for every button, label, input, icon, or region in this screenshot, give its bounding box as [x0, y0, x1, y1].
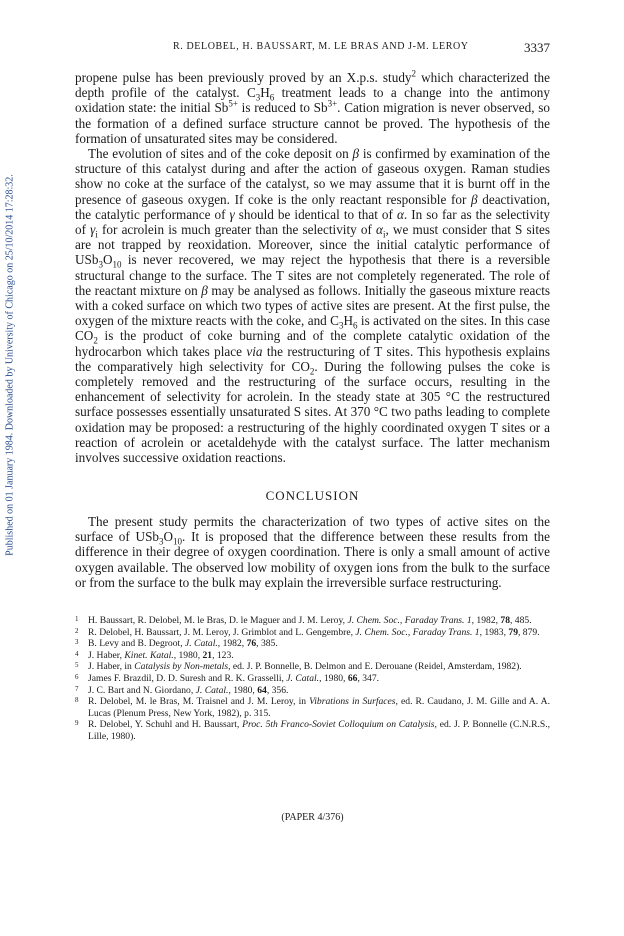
greek-symbol: γ [90, 222, 96, 238]
text-run: the restructuring of T sites. This hypothesis explains the comparatively high selectivity for CO [75, 343, 550, 374]
reference-item [75, 615, 550, 627]
text-run: for acrolein is much greater than the selectivity of [97, 222, 377, 238]
ref-year: , 1982, [471, 615, 501, 626]
ref-authors: R. Delobel, H. Baussart, J. M. Leroy, J. Grimblot and L. Gengembre, [88, 626, 356, 638]
ref-volume: 66 [347, 672, 358, 684]
text-run: O [163, 529, 174, 545]
ref-year: , 1982, [217, 638, 247, 650]
greek-symbol: α [376, 222, 383, 238]
ref-journal: J. Catal. [185, 638, 218, 650]
text-run: may be analysed as follows. Initially the gaseous mixture reacts with a coked surface on which two types of active sites are present. At the first pulse, the oxygen of the mixture reacts with the coke, and C [75, 282, 551, 329]
ref-pages: , 485. [510, 615, 532, 626]
text-run: . Cation migration is never observed, so the formation of a defined surface structure cannot be proved. The hypothesis of the formation of unsaturated sites may be considered. [75, 100, 550, 146]
ref-details: , ed. R. Caudano, J. M. Gille and A. A. Lucas (Plenum Press, New York, 1982), p. 315. [88, 696, 550, 719]
subscript: 2 [93, 336, 98, 347]
superscript: 3+ [327, 99, 338, 110]
download-watermark [1, 150, 19, 580]
text-run: is activated on the sites. In this case CO [75, 313, 550, 344]
reference-number: 9 [75, 719, 79, 728]
greek-symbol: β [352, 146, 360, 162]
text-run: H [260, 85, 270, 101]
text-run: treatment leads to a change into the antimony oxidation state: the initial Sb [75, 85, 550, 116]
subscript: 3 [338, 320, 344, 331]
running-head: R. DELOBEL, H. BAUSSART, M. LE BRAS AND J-M. LEROY [173, 41, 469, 52]
reference-number: 3 [75, 638, 79, 647]
reference-item [75, 685, 550, 697]
reference-item [75, 627, 550, 639]
ref-year: , 1980, [173, 649, 203, 661]
text-run: , we must consider that S sites are not trapped by reoxidation. Moreover, since the initial catalytic performance of USb [75, 222, 550, 268]
text-run: The present study permits the characterization of two types of active sites on the surface of USb [75, 514, 550, 545]
ref-authors: J. C. Bart and N. Giordano, [88, 684, 196, 696]
ref-pages: , 123. [212, 649, 234, 661]
reference-number: 5 [75, 661, 79, 670]
paragraph-1 [75, 70, 550, 146]
ref-journal: Catalysis by Non-metals [134, 661, 229, 673]
subscript: i [382, 229, 386, 240]
reference-number: 6 [75, 672, 79, 681]
reference-number: 2 [75, 626, 79, 635]
ref-journal: Vibrations in Surfaces [309, 696, 396, 708]
ref-journal: J. Chem. Soc., Faraday Trans. 1 [347, 615, 472, 626]
page-header [75, 41, 550, 55]
superscript: 5+ [228, 99, 238, 110]
greek-symbol: α [396, 206, 404, 222]
greek-symbol: β [471, 191, 478, 207]
ref-authors: B. Levy and B. Degroot, [88, 638, 185, 650]
ref-authors: H. Baussart, R. Delobel, M. le Bras, D. le Maguer and J. M. Leroy, [88, 615, 348, 626]
text-run: . During the following pulses the coke is completely removed and the restructuring of the surface occurs, resulting in the enhancement of selectivity for acrolein. In the steady state at 305 °C the restructured surface possesses essentially unsaturated S sites. At 370 °C two paths leading to complete oxidation may be proposed: a restructuring of the highly coordinated oxygen T sites or a reaction of acrolein or acetaldehyde with the catalyst surface. The latter mechanism involves successive oxidation reactions. [75, 358, 550, 466]
text-run: The evolution of sites and of the coke deposit on [88, 146, 353, 162]
text-run: . It is proposed that the difference between these results from the difference in their degree of oxygen coordination. There is only a small amount of active oxygen available. The observed low mobility of oxygen ions from the bulk to the surface or from the surface to the bulk may explain the irreversible surface restructuring. [75, 529, 550, 590]
subscript: 10 [173, 536, 183, 547]
ref-volume: 78 [500, 615, 510, 626]
ref-journal: Proc. 5th Franco-Soviet Colloquium on Catalysis [242, 719, 435, 731]
text-run: is confirmed by examination of the structure of this catalyst during and after the action of gaseous oxygen. Raman studies show no coke at the surface of the catalyst, so we may assume that it is burnt off in the presence of gaseous oxygen. If coke is the only reactant responsible for [75, 146, 550, 207]
reference-item [75, 650, 550, 662]
text-run: . In so far as the selectivity of [75, 206, 550, 238]
citation-marker: 2 [411, 68, 417, 79]
reference-list [75, 615, 550, 743]
ref-details: , ed. J. P. Bonnelle (C.N.R.S., Lille, 1980). [88, 719, 551, 742]
greek-symbol: γ [229, 206, 235, 222]
text-run: is the product of coke burning and of the complete catalytic oxidation of the hydrocarbon which takes place [75, 328, 550, 359]
text-run: H [343, 313, 354, 329]
text-run: which characterized the depth profile of the catalyst. C [75, 70, 550, 101]
ref-volume: 21 [202, 649, 213, 661]
body-text [75, 70, 550, 465]
text-run: is never recovered, we may reject the hypothesis that there is a reversible structural change to the surface. The T sites are not completely regenerated. The role of the reactant mixture on [75, 252, 550, 298]
ref-volume: 64 [257, 684, 267, 696]
ref-volume: 79 [508, 626, 518, 638]
ref-journal: J. Catal. [195, 684, 229, 696]
text-run: deactivation, the catalytic performance of [75, 191, 550, 222]
ref-authors: James F. Brazdil, D. D. Suresh and R. K. Grasselli, [88, 672, 287, 684]
ref-authors: R. Delobel, Y. Schuhl and H. Baussart, [88, 719, 243, 731]
reference-item [75, 661, 550, 673]
reference-item [75, 719, 550, 742]
reference-number: 4 [75, 649, 79, 658]
ref-journal: J. Catal. [286, 672, 320, 684]
ref-pages: , 356. [266, 684, 289, 696]
ref-pages: , 879. [517, 626, 540, 638]
subscript: i [95, 229, 98, 240]
text-run: should be identical to that of [234, 206, 397, 222]
text-run: O [102, 252, 113, 268]
subscript: 6 [269, 92, 275, 103]
reference-item [75, 638, 550, 650]
ref-volume: 76 [246, 638, 257, 650]
ref-authors: J. Haber, [88, 649, 125, 661]
ref-year: , 1980, [228, 684, 258, 696]
paper-code: (PAPER 4/376) [281, 812, 344, 823]
ref-details: , ed. J. P. Bonnelle, B. Delmon and E. Derouane (Reidel, Amsterdam, 1982). [228, 661, 522, 673]
reference-number: 7 [75, 684, 79, 693]
ref-pages: , 385. [256, 638, 278, 650]
conclusion-text [75, 514, 550, 590]
text-run: is reduced to Sb [237, 100, 328, 116]
page-number: 3337 [524, 40, 550, 55]
reference-number: 8 [75, 696, 79, 705]
download-watermark-text: Published on 01 January 1984. Downloaded by University of Chicago on 25/10/2014 17:28:32. [4, 174, 16, 556]
ref-journal: J. Chem. Soc., Faraday Trans. 1 [355, 626, 480, 638]
conclusion-paragraph [75, 514, 550, 590]
subscript: 10 [112, 260, 122, 271]
ref-year: , 1980, [319, 672, 348, 684]
ref-authors: J. Haber, in [88, 661, 135, 673]
reference-item [75, 696, 550, 719]
paragraph-2 [75, 146, 550, 465]
reference-number: 1 [75, 615, 79, 623]
ref-authors: R. Delobel, M. le Bras, M. Traisnel and J. M. Leroy, in [88, 696, 310, 708]
italic-term: via [246, 343, 263, 359]
subscript: 3 [98, 260, 103, 271]
subscript: 2 [309, 366, 315, 377]
subscript: 3 [159, 536, 164, 547]
reference-item [75, 673, 550, 685]
text-run: propene pulse has been previously proved by an X.p.s. study [75, 70, 412, 85]
section-heading: CONCLUSION [265, 488, 360, 503]
ref-year: , 1983, [479, 626, 509, 638]
ref-journal: Kinet. Katal. [124, 649, 174, 661]
subscript: 3 [255, 92, 261, 103]
greek-symbol: β [201, 282, 208, 298]
subscript: 6 [353, 320, 358, 331]
ref-pages: , 347. [357, 672, 380, 684]
